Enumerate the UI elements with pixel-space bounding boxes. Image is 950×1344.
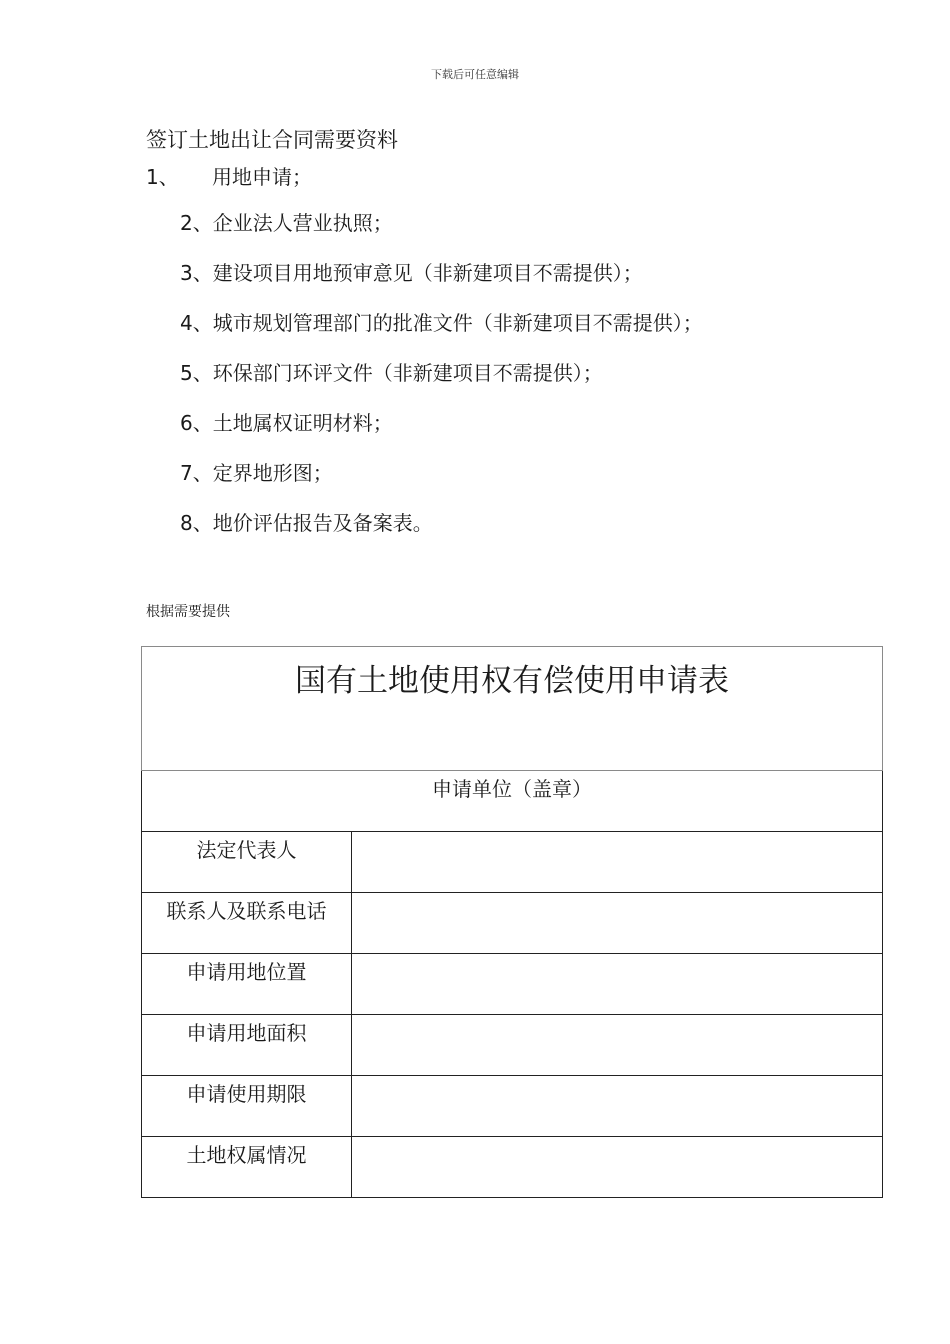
- document-title: 签订土地出让合同需要资料: [146, 128, 398, 152]
- land-location-field[interactable]: [352, 954, 883, 1015]
- header-note: 下载后可任意编辑: [431, 68, 519, 81]
- form-title: 国有土地使用权有偿使用申请表: [142, 647, 883, 771]
- row-label: 申请用地位置: [142, 954, 352, 1015]
- requirements-list: [180, 210, 703, 560]
- contact-phone-field[interactable]: [352, 893, 883, 954]
- row-label: 土地权属情况: [142, 1137, 352, 1198]
- list-item: 2、企业法人营业执照；: [180, 211, 393, 235]
- provide-note: 根据需要提供: [146, 604, 230, 620]
- list-item: 7、定界地形图；: [180, 461, 333, 485]
- list-item: 6、土地属权证明材料；: [180, 411, 393, 435]
- application-form-table: [141, 646, 883, 1198]
- table-row: [142, 1137, 883, 1198]
- usage-period-field[interactable]: [352, 1076, 883, 1137]
- table-row: [142, 893, 883, 954]
- list-item-1: [146, 161, 312, 190]
- list-item: 5、环保部门环评文件（非新建项目不需提供）；: [180, 361, 603, 385]
- row-label: 联系人及联系电话: [142, 893, 352, 954]
- row-label: 法定代表人: [142, 832, 352, 893]
- row-label: 申请使用期限: [142, 1076, 352, 1137]
- list-item-1-text: 用地申请；: [212, 165, 312, 189]
- list-item: 3、建设项目用地预审意见（非新建项目不需提供）；: [180, 261, 643, 285]
- table-row: [142, 1076, 883, 1137]
- table-row: [142, 954, 883, 1015]
- land-area-field[interactable]: [352, 1015, 883, 1076]
- list-item-1-number: 1、: [146, 165, 179, 189]
- list-item: 4、城市规划管理部门的批准文件（非新建项目不需提供）；: [180, 311, 703, 335]
- table-row: [142, 832, 883, 893]
- land-ownership-field[interactable]: [352, 1137, 883, 1198]
- list-item: 8、地价评估报告及备案表。: [180, 511, 433, 535]
- legal-representative-field[interactable]: [352, 832, 883, 893]
- row-label: 申请用地面积: [142, 1015, 352, 1076]
- applicant-unit-field[interactable]: 申请单位（盖章）: [142, 771, 883, 832]
- table-row: [142, 1015, 883, 1076]
